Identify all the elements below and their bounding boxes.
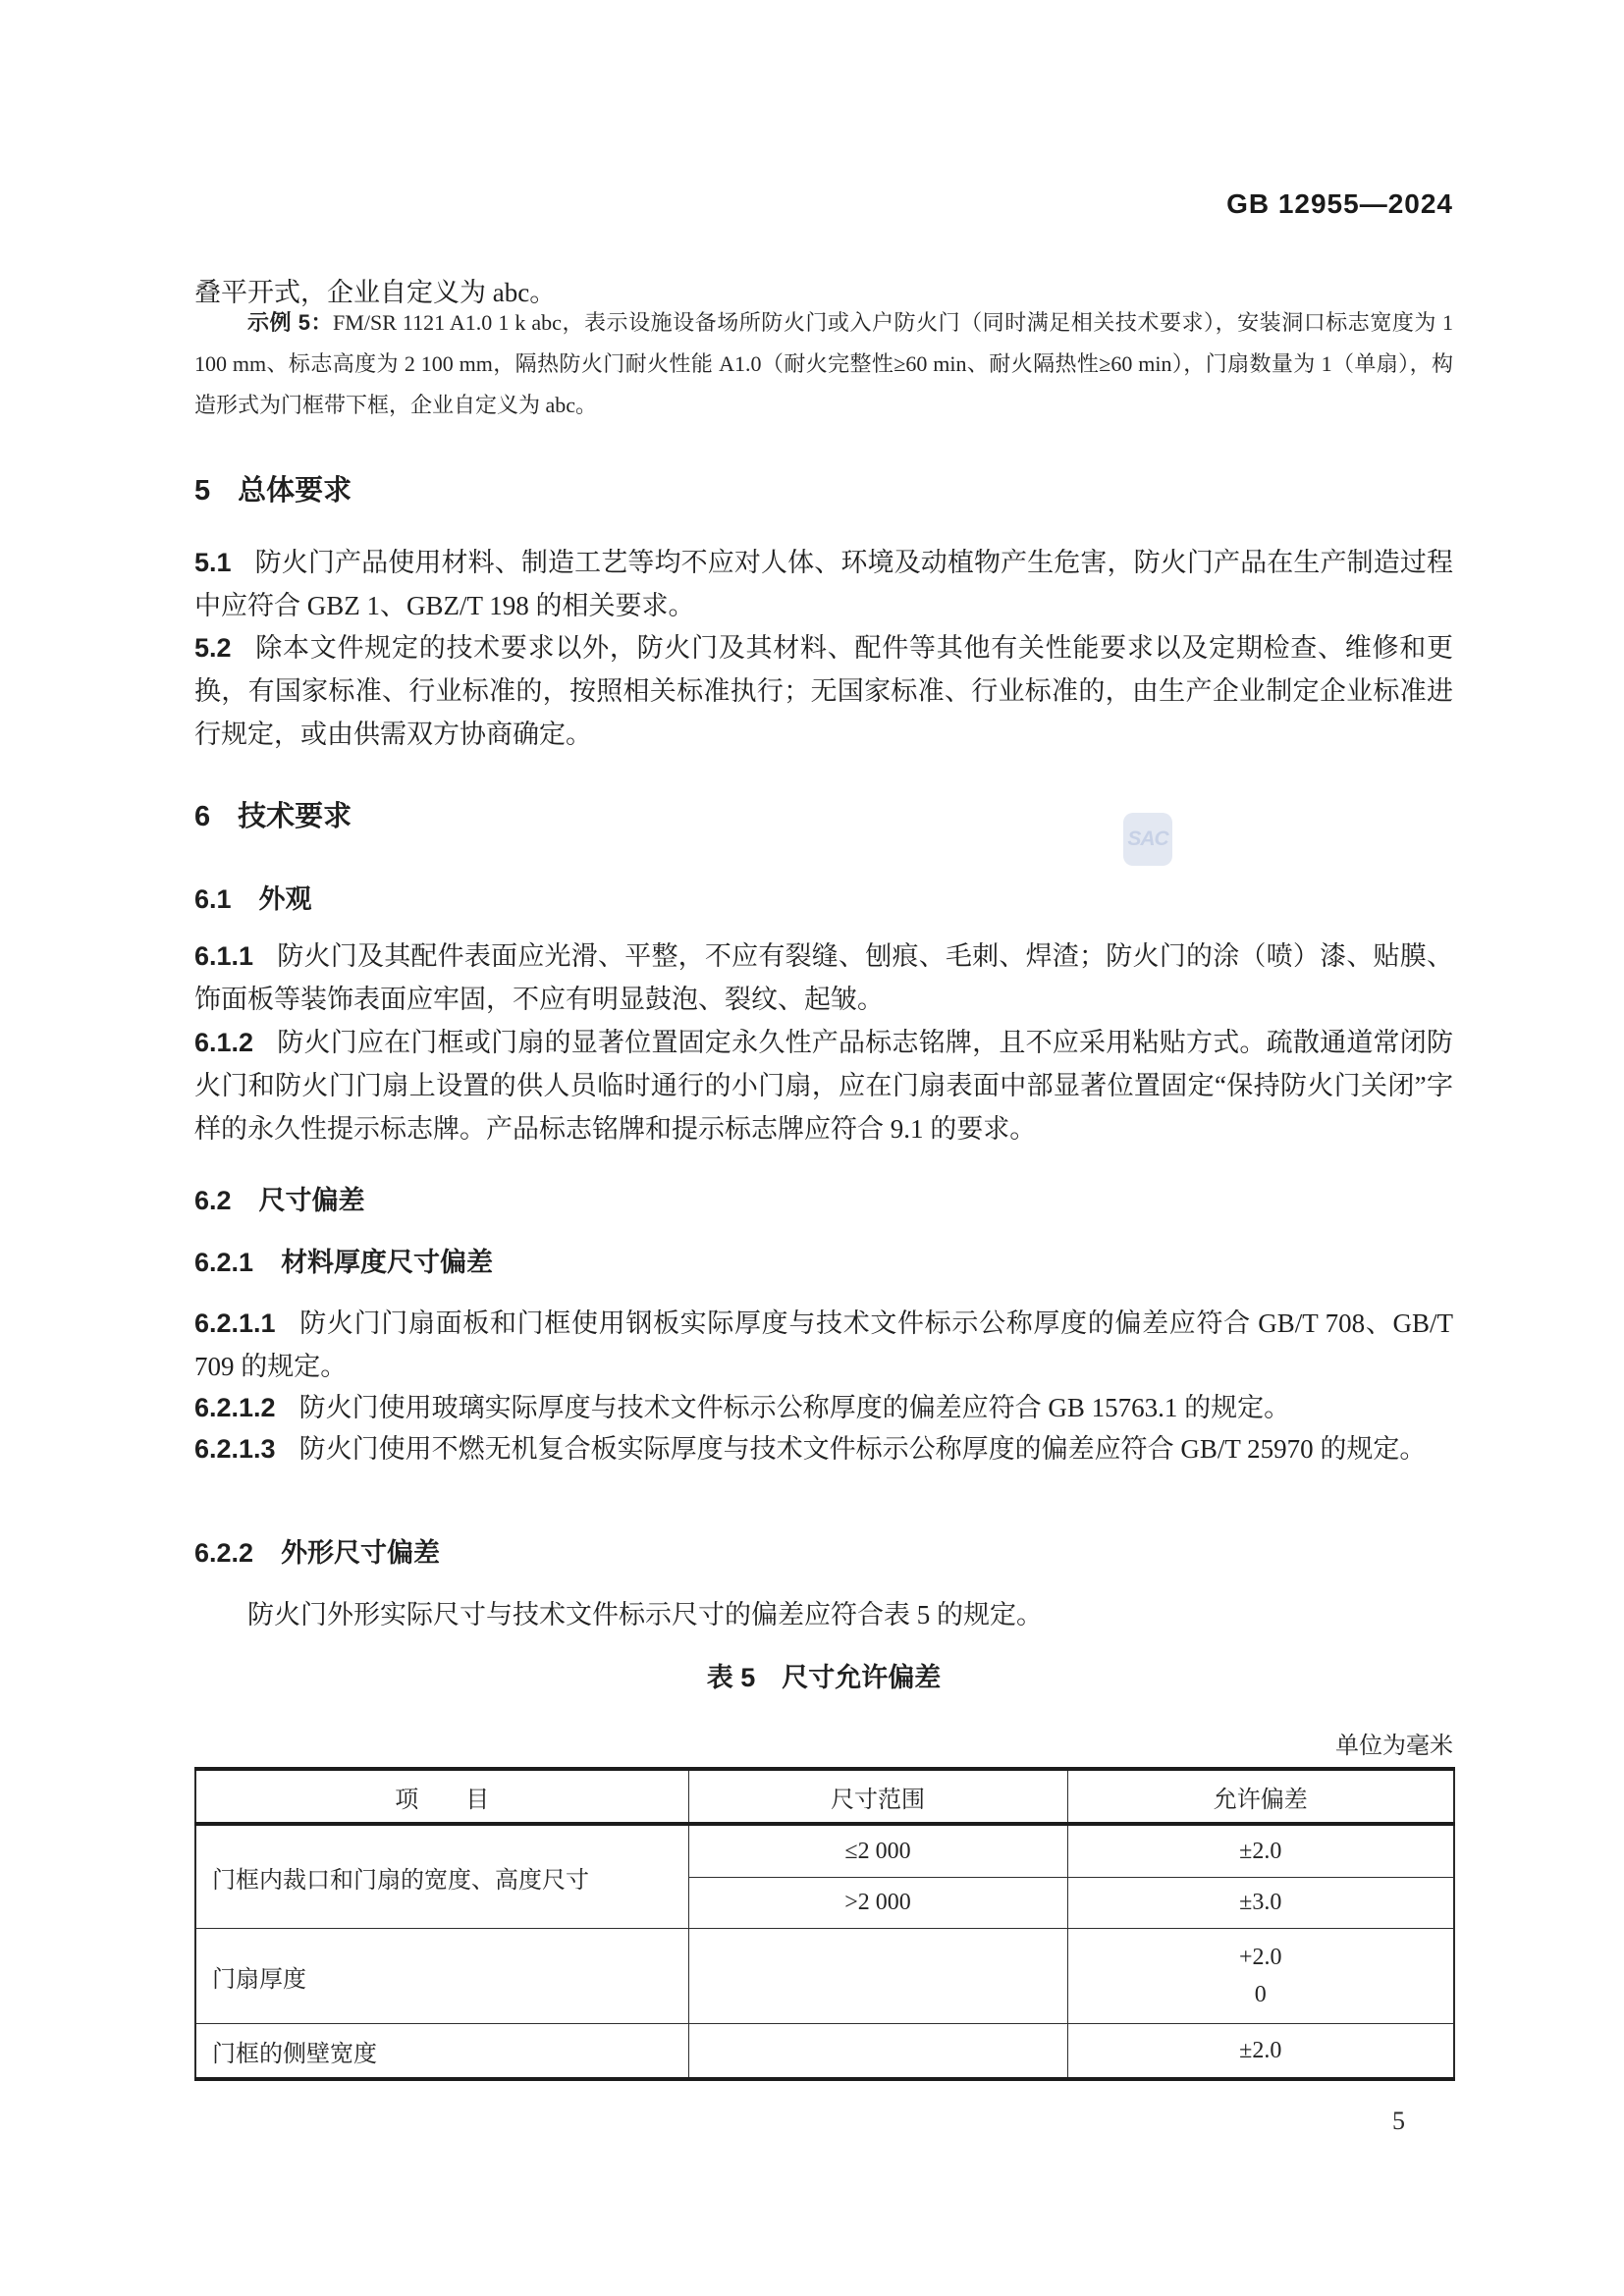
clause-text: 防火门产品使用材料、制造工艺等均不应对人体、环境及动植物产生危害，防火门产品在生产制造过程中应符合 GBZ 1、GBZ/T 198 的相关要求。: [194, 548, 1453, 620]
clause-5-2: [194, 626, 1453, 756]
section-number: 6.2: [194, 1186, 232, 1215]
section-title: 外观: [258, 884, 312, 914]
clause-6-2-1-1: [194, 1302, 1453, 1388]
table-row: [195, 1824, 1454, 1878]
clause-6-2-1-3: [194, 1427, 1453, 1470]
clause-number: 5.2: [194, 633, 232, 663]
clause-number: 6.2.1.2: [194, 1393, 276, 1422]
cell-deviation: ±2.0: [1067, 1824, 1454, 1878]
clause-number: 6.1.1: [194, 941, 254, 971]
subsection-6-2-2-heading: [194, 1533, 1453, 1573]
cell-range: ≤2 000: [688, 1824, 1067, 1878]
clause-number: 6.2.1.3: [194, 1434, 276, 1464]
cell-item: 门框内裁口和门扇的宽度、高度尺寸: [195, 1824, 688, 1929]
cell-range: [688, 2024, 1067, 2080]
section-number: 5: [194, 475, 211, 507]
clause-5-1: [194, 541, 1453, 627]
deviation-lower: 0: [1254, 1982, 1267, 2007]
table-header-row: [195, 1769, 1454, 1824]
section-title: 总体要求: [238, 475, 352, 507]
cell-range: [688, 1929, 1067, 2024]
cell-range: >2 000: [688, 1878, 1067, 1929]
table-row: [195, 1929, 1454, 2024]
section-title: 外形尺寸偏差: [281, 1538, 441, 1568]
clause-number: 6.2.1.1: [194, 1308, 276, 1338]
subsection-6-2-1-heading: [194, 1243, 1453, 1282]
clause-text: 防火门使用玻璃实际厚度与技术文件标示公称厚度的偏差应符合 GB 15763.1 的规定。: [298, 1393, 1291, 1422]
table-5-intro-paragraph: 防火门外形实际尺寸与技术文件标示尺寸的偏差应符合表 5 的规定。: [247, 1600, 1043, 1629]
section-5-heading: [194, 471, 1453, 510]
clause-text: 防火门及其配件表面应光滑、平整，不应有裂缝、刨痕、毛刺、焊渣；防火门的涂（喷）漆、贴膜、饰面板等装饰表面应牢固，不应有明显鼓泡、裂纹、起皱。: [194, 941, 1453, 1014]
clause-6-1-2: [194, 1021, 1453, 1150]
section-number: 6.1: [194, 884, 232, 914]
standard-code: GB 12955—2024: [1226, 188, 1453, 219]
example-5-note: [194, 302, 1453, 426]
cell-deviation: ±2.0: [1067, 2024, 1454, 2080]
deviation-upper: +2.0: [1238, 1945, 1282, 1970]
subsection-6-2-heading: [194, 1181, 1453, 1220]
column-header-item: 项 目: [195, 1769, 688, 1824]
page-number: 5: [1392, 2107, 1405, 2135]
section-number: 6: [194, 801, 211, 832]
clause-text: 防火门门扇面板和门框使用钢板实际厚度与技术文件标示公称厚度的偏差应符合 GB/T 708、GB/T 709 的规定。: [194, 1308, 1453, 1381]
subsection-6-1-heading: [194, 880, 1453, 919]
cell-item: 门框的侧壁宽度: [195, 2024, 688, 2080]
clause-text: 防火门使用不燃无机复合板实际厚度与技术文件标示公称厚度的偏差应符合 GB/T 25970 的规定。: [298, 1434, 1427, 1464]
clause-text: 防火门应在门框或门扇的显著位置固定永久性产品标志铭牌，且不应采用粘贴方式。疏散通道常闭防火门和防火门门扇上设置的供人员临时通行的小门扇，应在门扇表面中部显著位置固定“保持防火门关闭”字样的永久性提示标志牌。产品标志铭牌和提示标志牌应符合 9.1 的要求。: [194, 1028, 1453, 1144]
cell-deviation: [1067, 1929, 1454, 2024]
continuation-paragraph: 叠平开式，企业自定义为 abc。: [194, 278, 557, 307]
example-text: FM/SR 1121 A1.0 1 k abc，表示设施设备场所防火门或入户防火门（同时满足相关技术要求），安装洞口标志宽度为 1 100 mm、标志高度为 2 100 mm，隔热防火门耐火性能 A1.0（耐火完整性≥60 min、耐火隔热性≥60 min），门扇数量为 1（单扇），构造形式为门框带下框，企业自定义为 abc。: [194, 310, 1453, 417]
clause-6-2-1-2: [194, 1386, 1453, 1429]
section-number: 6.2.2: [194, 1538, 254, 1568]
column-header-deviation: 允许偏差: [1067, 1769, 1454, 1824]
section-title: 尺寸偏差: [258, 1186, 365, 1215]
clause-number: 5.1: [194, 548, 232, 577]
section-title: 技术要求: [238, 801, 352, 832]
table-5: [194, 1767, 1455, 2081]
column-header-range: 尺寸范围: [688, 1769, 1067, 1824]
sac-watermark: SAC: [1123, 813, 1172, 866]
clause-text: 除本文件规定的技术要求以外，防火门及其材料、配件等其他有关性能要求以及定期检查、维修和更换，有国家标准、行业标准的，按照相关标准执行；无国家标准、行业标准的，由生产企业制定企业标准进行规定，或由供需双方协商确定。: [194, 633, 1453, 749]
example-label: 示例 5：: [247, 310, 334, 335]
section-6-heading: [194, 797, 1453, 836]
cell-deviation: ±3.0: [1067, 1878, 1454, 1929]
table-5-caption: 表 5 尺寸允许偏差: [706, 1663, 942, 1692]
section-title: 材料厚度尺寸偏差: [281, 1248, 494, 1277]
table-row: [195, 2024, 1454, 2080]
table-unit-note: 单位为毫米: [1335, 1734, 1453, 1759]
cell-item: 门扇厚度: [195, 1929, 688, 2024]
clause-number: 6.1.2: [194, 1028, 254, 1057]
clause-6-1-1: [194, 934, 1453, 1021]
section-number: 6.2.1: [194, 1248, 254, 1277]
